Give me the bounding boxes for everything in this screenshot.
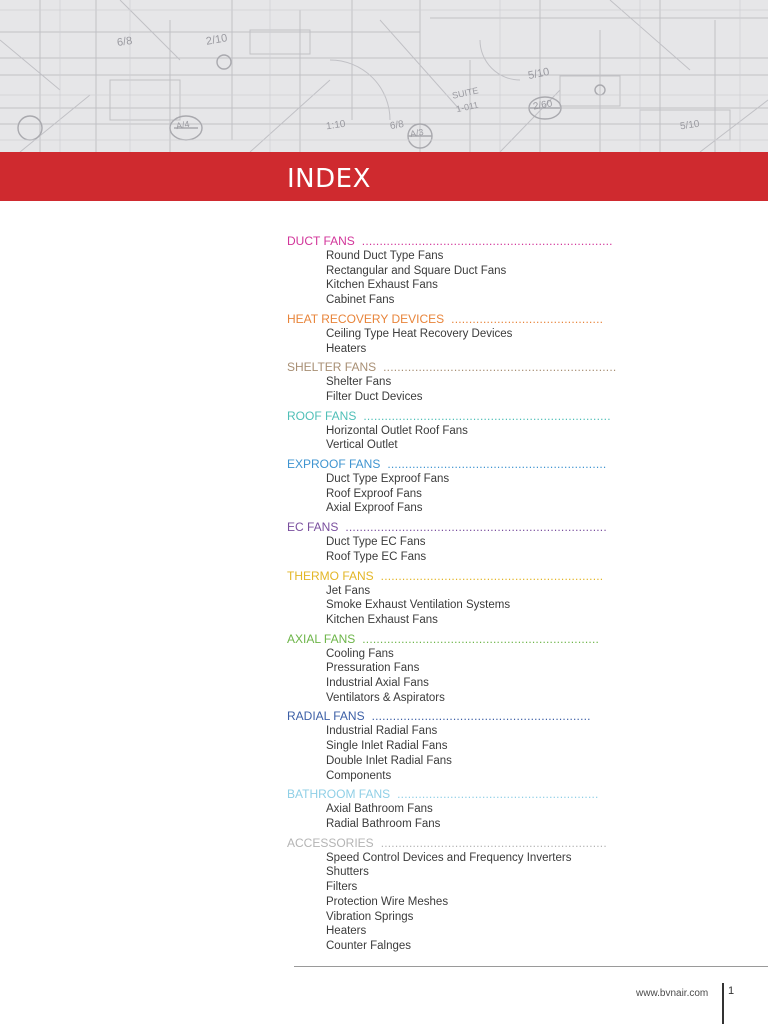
section-title: BATHROOM FANS [287, 787, 391, 802]
index-item[interactable]: Rectangular and Square Duct Fans [326, 264, 507, 277]
blueprint-label: A/4 [175, 118, 191, 132]
dot-leader: .............................................................. [387, 457, 607, 472]
section-heading[interactable] [287, 359, 627, 375]
index-section [287, 408, 627, 453]
blueprint-header-image [0, 0, 768, 152]
index-section [287, 456, 627, 516]
index-item[interactable]: Single Inlet Radial Fans [326, 740, 448, 753]
index-section [287, 835, 627, 954]
blueprint-label: 2/60 [532, 98, 554, 113]
blueprint-drawing [0, 0, 768, 152]
index-item[interactable]: Horizontal Outlet Roof Fans [326, 424, 468, 437]
dot-leader: ......................................................... [397, 787, 599, 802]
section-items [326, 375, 627, 404]
index-item[interactable]: Heaters [326, 342, 367, 355]
section-title: ROOF FANS [287, 408, 357, 423]
index-item[interactable]: Ventilators & Aspirators [326, 691, 445, 704]
section-heading[interactable] [287, 408, 627, 424]
index-section [287, 708, 627, 783]
blueprint-label: 6/8 [389, 118, 405, 133]
section-items [326, 535, 627, 564]
section-heading[interactable] [287, 631, 627, 647]
dot-leader: ................................................................ [380, 835, 607, 850]
index-list [287, 230, 627, 954]
index-item[interactable]: Components [326, 769, 392, 782]
index-item[interactable]: Duct Type EC Fans [326, 536, 426, 549]
section-title: THERMO FANS [287, 568, 374, 583]
index-section [287, 311, 627, 356]
index-item[interactable]: Counter Falnges [326, 939, 412, 952]
section-title: EC FANS [287, 520, 339, 535]
index-item[interactable]: Cooling Fans [326, 647, 394, 660]
index-section [287, 519, 627, 564]
index-section [287, 631, 627, 706]
section-heading[interactable] [287, 568, 627, 584]
section-title: DUCT FANS [287, 234, 355, 248]
section-heading[interactable] [287, 311, 627, 327]
section-items [326, 647, 627, 706]
section-items [326, 802, 627, 831]
blueprint-label: 5/10 [526, 65, 551, 83]
dot-leader: .............................................................. [371, 709, 591, 724]
index-item[interactable]: Filters [326, 881, 358, 894]
index-section [287, 359, 627, 404]
index-item[interactable]: Roof Exproof Fans [326, 487, 422, 500]
index-item[interactable]: Vertical Outlet [326, 439, 398, 452]
page-title: INDEX [287, 164, 371, 194]
blueprint-label: 6/8 [116, 34, 134, 50]
index-item[interactable]: Protection Wire Meshes [326, 895, 449, 908]
blueprint-label: SUITE [451, 85, 480, 101]
index-item[interactable]: Filter Duct Devices [326, 390, 423, 403]
section-title: HEAT RECOVERY DEVICES [287, 311, 445, 326]
page-number: 1 [728, 985, 735, 997]
title-banner [0, 152, 768, 201]
blueprint-label: 2/10 [205, 32, 229, 48]
index-item[interactable]: Pressuration Fans [326, 662, 420, 675]
dot-leader: ...................................................................... [363, 408, 611, 423]
dot-leader: ....................................................................... [361, 234, 613, 248]
section-heading[interactable] [287, 456, 627, 472]
index-item[interactable]: Roof Type EC Fans [326, 550, 427, 563]
section-items [326, 327, 627, 356]
index-item[interactable]: Shutters [326, 866, 369, 879]
section-items [326, 249, 627, 308]
section-items [326, 424, 627, 453]
index-item[interactable]: Duct Type Exproof Fans [326, 473, 450, 486]
index-item[interactable]: Heaters [326, 925, 367, 938]
index-item[interactable]: Smoke Exhaust Ventilation Systems [326, 599, 511, 612]
index-item[interactable]: Kitchen Exhaust Fans [326, 279, 438, 292]
index-item[interactable]: Ceiling Type Heat Recovery Devices [326, 327, 513, 340]
dot-leader: .......................................................................... [345, 520, 607, 535]
index-item[interactable]: Axial Exproof Fans [326, 502, 423, 515]
blueprint-label: 1:10 [325, 118, 347, 133]
dot-leader: ................................................................... [362, 631, 600, 646]
index-item[interactable]: Shelter Fans [326, 376, 392, 389]
section-title: EXPROOF FANS [287, 457, 381, 472]
section-title: RADIAL FANS [287, 709, 365, 724]
index-section [287, 568, 627, 628]
section-items [326, 724, 627, 783]
section-title: AXIAL FANS [287, 631, 356, 646]
section-heading[interactable] [287, 835, 627, 851]
footer-divider [294, 966, 768, 967]
blueprint-label: 1-011 [455, 99, 480, 115]
index-item[interactable]: Jet Fans [326, 584, 371, 597]
section-title: ACCESSORIES [287, 835, 374, 850]
section-heading[interactable] [287, 786, 627, 802]
index-item[interactable]: Radial Bathroom Fans [326, 817, 441, 830]
index-item[interactable]: Cabinet Fans [326, 294, 395, 307]
index-item[interactable]: Vibration Springs [326, 910, 414, 923]
section-items [326, 851, 627, 954]
section-items [326, 472, 627, 516]
dot-leader: ............................................................... [380, 568, 604, 583]
dot-leader: .................................................................. [383, 360, 617, 375]
index-section [287, 786, 627, 831]
index-item[interactable]: Industrial Radial Fans [326, 725, 438, 738]
section-title: SHELTER FANS [287, 360, 377, 375]
index-item[interactable]: Speed Control Devices and Frequency Inverters [326, 851, 572, 864]
page-number-divider [722, 983, 724, 1024]
index-item[interactable]: Axial Bathroom Fans [326, 803, 433, 816]
section-heading[interactable] [287, 708, 627, 724]
index-section [287, 233, 627, 308]
section-items [326, 584, 627, 628]
index-item[interactable]: Kitchen Exhaust Fans [326, 613, 438, 626]
footer-url: www.bvnair.com [636, 988, 709, 999]
section-heading[interactable] [287, 519, 627, 535]
blueprint-label: A/3 [409, 126, 425, 140]
index-item[interactable]: Industrial Axial Fans [326, 677, 429, 690]
dot-leader: ........................................... [451, 311, 604, 326]
section-heading[interactable] [287, 233, 627, 249]
index-item[interactable]: Double Inlet Radial Fans [326, 754, 452, 767]
index-item[interactable]: Round Duct Type Fans [326, 250, 444, 262]
blueprint-label: 5/10 [679, 118, 701, 133]
